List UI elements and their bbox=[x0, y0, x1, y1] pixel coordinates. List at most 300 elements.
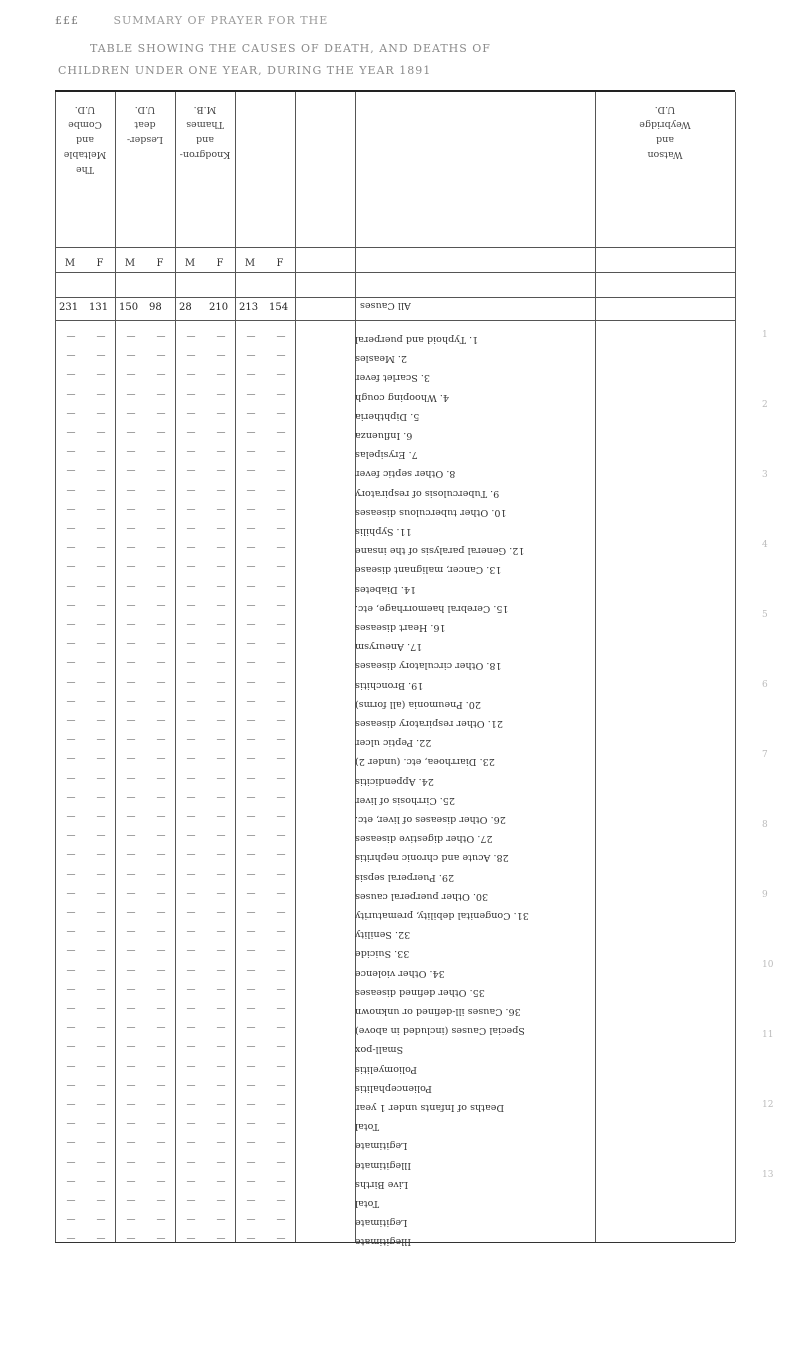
cell-dash: — bbox=[96, 466, 106, 476]
cause-label: 7. Erysipelas bbox=[355, 449, 418, 460]
cell-dash: — bbox=[186, 966, 196, 976]
cell-dash: — bbox=[276, 1215, 286, 1225]
cell-dash: — bbox=[216, 697, 226, 707]
table-heading-line2: CHILDREN UNDER ONE YEAR, DURING THE YEAR 1891 bbox=[58, 64, 432, 77]
cell-dash: — bbox=[246, 1196, 256, 1206]
cell-dash: — bbox=[66, 524, 76, 534]
cell-dash: — bbox=[96, 620, 106, 630]
cell-dash: — bbox=[276, 1158, 286, 1168]
total-value: 210 bbox=[209, 302, 229, 313]
cell-dash: — bbox=[246, 332, 256, 342]
cell-dash: — bbox=[276, 409, 286, 419]
cell-dash: — bbox=[126, 658, 136, 668]
cell-dash: — bbox=[126, 1081, 136, 1091]
cell-dash: — bbox=[156, 390, 166, 400]
cell-dash: — bbox=[246, 1042, 256, 1052]
cell-dash: — bbox=[156, 697, 166, 707]
cell-dash: — bbox=[186, 428, 196, 438]
cell-dash: — bbox=[156, 812, 166, 822]
cell-dash: — bbox=[186, 486, 196, 496]
cell-dash: — bbox=[216, 1138, 226, 1148]
column-heading-4: Watson and Weybridge U.D. bbox=[639, 104, 691, 160]
cell-dash: — bbox=[126, 1196, 136, 1206]
cause-label: Live Births bbox=[355, 1179, 409, 1190]
cell-dash: — bbox=[66, 966, 76, 976]
cell-dash: — bbox=[246, 1215, 256, 1225]
cell-dash: — bbox=[156, 889, 166, 899]
cell-dash: — bbox=[246, 1081, 256, 1091]
running-head-text: SUMMARY OF PRAYER FOR THE bbox=[113, 14, 329, 27]
cell-dash: — bbox=[96, 390, 106, 400]
cell-dash: — bbox=[216, 985, 226, 995]
cell-dash: — bbox=[216, 466, 226, 476]
cause-label: Illegitimate bbox=[355, 1236, 412, 1247]
cell-dash: — bbox=[126, 620, 136, 630]
cell-dash: — bbox=[276, 812, 286, 822]
cell-dash: — bbox=[216, 1023, 226, 1033]
cause-label: Poliencephalitis bbox=[355, 1083, 432, 1094]
cell-dash: — bbox=[216, 1158, 226, 1168]
cell-dash: — bbox=[186, 601, 196, 611]
cause-label: 8. Other septic fever bbox=[355, 468, 456, 479]
cell-dash: — bbox=[186, 582, 196, 592]
cell-dash: — bbox=[96, 1004, 106, 1014]
cell-dash: — bbox=[96, 658, 106, 668]
sub-header: M bbox=[244, 258, 256, 269]
cell-dash: — bbox=[126, 582, 136, 592]
cell-dash: — bbox=[96, 1177, 106, 1187]
cell-dash: — bbox=[246, 985, 256, 995]
cell-dash: — bbox=[126, 1042, 136, 1052]
cell-dash: — bbox=[66, 889, 76, 899]
cause-label: Legitimate bbox=[355, 1140, 408, 1151]
cell-dash: — bbox=[156, 601, 166, 611]
cell-dash: — bbox=[96, 562, 106, 572]
cell-dash: — bbox=[276, 754, 286, 764]
cell-dash: — bbox=[156, 1177, 166, 1187]
cell-dash: — bbox=[276, 486, 286, 496]
cell-dash: — bbox=[186, 1042, 196, 1052]
cell-dash: — bbox=[246, 831, 256, 841]
cell-dash: — bbox=[96, 1119, 106, 1129]
cell-dash: — bbox=[186, 620, 196, 630]
cell-dash: — bbox=[96, 447, 106, 457]
cell-dash: — bbox=[96, 1234, 106, 1244]
cell-dash: — bbox=[126, 562, 136, 572]
cell-dash: — bbox=[246, 1138, 256, 1148]
cell-dash: — bbox=[186, 658, 196, 668]
cell-dash: — bbox=[276, 678, 286, 688]
cell-dash: — bbox=[126, 524, 136, 534]
cell-dash: — bbox=[66, 582, 76, 592]
cell-dash: — bbox=[66, 870, 76, 880]
cell-dash: — bbox=[156, 966, 166, 976]
cell-dash: — bbox=[156, 716, 166, 726]
cause-label: 14. Diabetes bbox=[355, 584, 417, 595]
cell-dash: — bbox=[246, 351, 256, 361]
cell-dash: — bbox=[186, 409, 196, 419]
cell-dash: — bbox=[186, 562, 196, 572]
cell-dash: — bbox=[246, 409, 256, 419]
cell-dash: — bbox=[246, 870, 256, 880]
cause-label: 33. Suicide bbox=[355, 948, 410, 959]
cell-dash: — bbox=[96, 1215, 106, 1225]
cell-dash: — bbox=[216, 601, 226, 611]
cell-dash: — bbox=[66, 1042, 76, 1052]
cell-dash: — bbox=[276, 543, 286, 553]
cell-dash: — bbox=[126, 428, 136, 438]
cell-dash: — bbox=[216, 793, 226, 803]
edge-number: 9 bbox=[762, 890, 768, 900]
cell-dash: — bbox=[126, 390, 136, 400]
cell-dash: — bbox=[186, 1081, 196, 1091]
cause-label: 6. Influenza bbox=[355, 430, 413, 441]
edge-number: 13 bbox=[762, 1170, 774, 1180]
cell-dash: — bbox=[246, 486, 256, 496]
cell-dash: — bbox=[126, 447, 136, 457]
cell-dash: — bbox=[126, 908, 136, 918]
cell-dash: — bbox=[66, 754, 76, 764]
cell-dash: — bbox=[126, 946, 136, 956]
cause-label: 22. Peptic ulcer bbox=[355, 737, 432, 748]
cause-label: 28. Acute and chronic nephritis bbox=[355, 852, 509, 863]
cell-dash: — bbox=[156, 1158, 166, 1168]
cell-dash: — bbox=[276, 774, 286, 784]
edge-number: 3 bbox=[762, 470, 768, 480]
cell-dash: — bbox=[186, 946, 196, 956]
cell-dash: — bbox=[156, 1234, 166, 1244]
cell-dash: — bbox=[246, 1100, 256, 1110]
cell-dash: — bbox=[156, 332, 166, 342]
cell-dash: — bbox=[66, 678, 76, 688]
cell-dash: — bbox=[186, 1215, 196, 1225]
cell-dash: — bbox=[126, 466, 136, 476]
cell-dash: — bbox=[216, 774, 226, 784]
edge-number: 2 bbox=[762, 400, 768, 410]
cell-dash: — bbox=[276, 793, 286, 803]
cell-dash: — bbox=[216, 1177, 226, 1187]
cause-label: 30. Other puerperal causes bbox=[355, 891, 489, 902]
cell-dash: — bbox=[66, 1119, 76, 1129]
cell-dash: — bbox=[216, 1119, 226, 1129]
cell-dash: — bbox=[96, 601, 106, 611]
cell-dash: — bbox=[216, 1004, 226, 1014]
cell-dash: — bbox=[156, 774, 166, 784]
cell-dash: — bbox=[246, 582, 256, 592]
cell-dash: — bbox=[156, 370, 166, 380]
cell-dash: — bbox=[276, 1004, 286, 1014]
cell-dash: — bbox=[96, 697, 106, 707]
cell-dash: — bbox=[126, 774, 136, 784]
cause-label: Illegitimate bbox=[355, 1160, 412, 1171]
total-value: 150 bbox=[119, 302, 139, 313]
cell-dash: — bbox=[186, 697, 196, 707]
cell-dash: — bbox=[216, 505, 226, 515]
sub-header: M bbox=[124, 258, 136, 269]
cell-dash: — bbox=[186, 390, 196, 400]
cell-dash: — bbox=[96, 1196, 106, 1206]
cell-dash: — bbox=[96, 543, 106, 553]
cell-dash: — bbox=[186, 850, 196, 860]
cause-label: 16. Heart diseases bbox=[355, 622, 446, 633]
cell-dash: — bbox=[276, 1196, 286, 1206]
cell-dash: — bbox=[186, 351, 196, 361]
cell-dash: — bbox=[96, 486, 106, 496]
cell-dash: — bbox=[276, 1023, 286, 1033]
cell-dash: — bbox=[186, 505, 196, 515]
cause-label: 23. Diarrhoea, etc. (under 2) bbox=[355, 756, 495, 767]
cell-dash: — bbox=[216, 946, 226, 956]
cell-dash: — bbox=[66, 601, 76, 611]
cell-dash: — bbox=[96, 332, 106, 342]
sub-header: F bbox=[216, 258, 224, 269]
cell-dash: — bbox=[186, 812, 196, 822]
cell-dash: — bbox=[66, 351, 76, 361]
cell-dash: — bbox=[246, 908, 256, 918]
cell-dash: — bbox=[186, 332, 196, 342]
cell-dash: — bbox=[66, 505, 76, 515]
cell-dash: — bbox=[246, 1004, 256, 1014]
cell-dash: — bbox=[186, 927, 196, 937]
cell-dash: — bbox=[66, 409, 76, 419]
cell-dash: — bbox=[156, 1215, 166, 1225]
cell-dash: — bbox=[216, 831, 226, 841]
cell-dash: — bbox=[276, 582, 286, 592]
cell-dash: — bbox=[66, 1196, 76, 1206]
edge-number: 4 bbox=[762, 540, 768, 550]
cell-dash: — bbox=[246, 774, 256, 784]
cell-dash: — bbox=[156, 486, 166, 496]
cell-dash: — bbox=[156, 505, 166, 515]
cell-dash: — bbox=[276, 1100, 286, 1110]
cell-dash: — bbox=[246, 428, 256, 438]
sub-header: M bbox=[184, 258, 196, 269]
cell-dash: — bbox=[156, 1081, 166, 1091]
cell-dash: — bbox=[126, 812, 136, 822]
cell-dash: — bbox=[96, 774, 106, 784]
cell-dash: — bbox=[246, 754, 256, 764]
cell-dash: — bbox=[126, 1158, 136, 1168]
cell-dash: — bbox=[96, 1158, 106, 1168]
cell-dash: — bbox=[276, 524, 286, 534]
cell-dash: — bbox=[186, 1196, 196, 1206]
cell-dash: — bbox=[186, 1234, 196, 1244]
cell-dash: — bbox=[96, 370, 106, 380]
cell-dash: — bbox=[276, 447, 286, 457]
cell-dash: — bbox=[186, 793, 196, 803]
cell-dash: — bbox=[276, 370, 286, 380]
cell-dash: — bbox=[156, 1062, 166, 1072]
cell-dash: — bbox=[276, 716, 286, 726]
cell-dash: — bbox=[216, 1042, 226, 1052]
cell-dash: — bbox=[126, 889, 136, 899]
cell-dash: — bbox=[246, 793, 256, 803]
cell-dash: — bbox=[216, 524, 226, 534]
cell-dash: — bbox=[276, 927, 286, 937]
cell-dash: — bbox=[66, 716, 76, 726]
cell-dash: — bbox=[276, 1062, 286, 1072]
cell-dash: — bbox=[66, 850, 76, 860]
cell-dash: — bbox=[96, 966, 106, 976]
cell-dash: — bbox=[246, 1023, 256, 1033]
cell-dash: — bbox=[186, 466, 196, 476]
total-value: 213 bbox=[239, 302, 259, 313]
cell-dash: — bbox=[246, 697, 256, 707]
cell-dash: — bbox=[246, 639, 256, 649]
cell-dash: — bbox=[66, 1004, 76, 1014]
cell-dash: — bbox=[186, 774, 196, 784]
cause-label: 10. Other tuberculous diseases bbox=[355, 507, 507, 518]
cell-dash: — bbox=[216, 370, 226, 380]
cause-label: 25. Cirrhosis of liver bbox=[355, 795, 456, 806]
cell-dash: — bbox=[126, 793, 136, 803]
cell-dash: — bbox=[126, 678, 136, 688]
cell-dash: — bbox=[216, 447, 226, 457]
cell-dash: — bbox=[156, 1100, 166, 1110]
cell-dash: — bbox=[276, 332, 286, 342]
total-value: 231 bbox=[59, 302, 79, 313]
cell-dash: — bbox=[246, 946, 256, 956]
cell-dash: — bbox=[96, 735, 106, 745]
cell-dash: — bbox=[126, 716, 136, 726]
cell-dash: — bbox=[246, 620, 256, 630]
cell-dash: — bbox=[246, 966, 256, 976]
cell-dash: — bbox=[276, 831, 286, 841]
cause-label: Total bbox=[355, 1198, 380, 1209]
cell-dash: — bbox=[156, 831, 166, 841]
cell-dash: — bbox=[276, 889, 286, 899]
cell-dash: — bbox=[246, 927, 256, 937]
cell-dash: — bbox=[276, 1177, 286, 1187]
totals-label: All Causes bbox=[360, 300, 411, 311]
cell-dash: — bbox=[96, 870, 106, 880]
cell-dash: — bbox=[246, 1119, 256, 1129]
cause-label: 31. Congenital debility, prematurity bbox=[355, 910, 529, 921]
cell-dash: — bbox=[216, 1234, 226, 1244]
cell-dash: — bbox=[156, 870, 166, 880]
cell-dash: — bbox=[126, 927, 136, 937]
cause-label: 29. Puerperal sepsis bbox=[355, 872, 455, 883]
edge-number: 7 bbox=[762, 750, 768, 760]
cell-dash: — bbox=[186, 1158, 196, 1168]
column-heading-3: Knodgron- and Thames M.B. bbox=[179, 104, 231, 160]
cell-dash: — bbox=[126, 1215, 136, 1225]
cell-dash: — bbox=[66, 428, 76, 438]
cell-dash: — bbox=[66, 1062, 76, 1072]
cell-dash: — bbox=[66, 562, 76, 572]
cell-dash: — bbox=[126, 850, 136, 860]
cell-dash: — bbox=[156, 1004, 166, 1014]
cell-dash: — bbox=[126, 409, 136, 419]
cell-dash: — bbox=[246, 601, 256, 611]
cell-dash: — bbox=[156, 582, 166, 592]
cell-dash: — bbox=[246, 524, 256, 534]
cell-dash: — bbox=[156, 754, 166, 764]
mortality-table bbox=[55, 90, 735, 1247]
cell-dash: — bbox=[186, 447, 196, 457]
cell-dash: — bbox=[216, 812, 226, 822]
cell-dash: — bbox=[276, 639, 286, 649]
cell-dash: — bbox=[246, 543, 256, 553]
cause-label: 5. Diphtheria bbox=[355, 411, 420, 422]
cause-label: 21. Other respiratory diseases bbox=[355, 718, 503, 729]
cell-dash: — bbox=[216, 390, 226, 400]
edge-number: 11 bbox=[762, 1030, 774, 1040]
cell-dash: — bbox=[186, 1177, 196, 1187]
edge-number: 12 bbox=[762, 1100, 774, 1110]
cell-dash: — bbox=[96, 831, 106, 841]
total-value: 98 bbox=[149, 302, 162, 313]
cell-dash: — bbox=[156, 466, 166, 476]
cell-dash: — bbox=[216, 1215, 226, 1225]
cell-dash: — bbox=[186, 1119, 196, 1129]
cell-dash: — bbox=[96, 716, 106, 726]
cell-dash: — bbox=[216, 754, 226, 764]
cell-dash: — bbox=[276, 1234, 286, 1244]
cell-dash: — bbox=[246, 889, 256, 899]
cell-dash: — bbox=[276, 1138, 286, 1148]
cell-dash: — bbox=[126, 505, 136, 515]
cell-dash: — bbox=[156, 793, 166, 803]
cell-dash: — bbox=[186, 1023, 196, 1033]
cell-dash: — bbox=[126, 985, 136, 995]
cell-dash: — bbox=[186, 1100, 196, 1110]
cell-dash: — bbox=[156, 1138, 166, 1148]
cause-label: 27. Other digestive diseases bbox=[355, 833, 493, 844]
cell-dash: — bbox=[126, 1100, 136, 1110]
cell-dash: — bbox=[276, 870, 286, 880]
cell-dash: — bbox=[216, 966, 226, 976]
cell-dash: — bbox=[246, 812, 256, 822]
cell-dash: — bbox=[96, 582, 106, 592]
cause-label: Poliomyelitis bbox=[355, 1064, 417, 1075]
cell-dash: — bbox=[276, 351, 286, 361]
cause-label: 3. Scarlet fever bbox=[355, 372, 431, 383]
edge-number: 8 bbox=[762, 820, 768, 830]
cell-dash: — bbox=[156, 1119, 166, 1129]
cell-dash: — bbox=[216, 332, 226, 342]
cell-dash: — bbox=[96, 1062, 106, 1072]
cell-dash: — bbox=[186, 870, 196, 880]
cell-dash: — bbox=[126, 486, 136, 496]
cause-label: 26. Other diseases of liver, etc. bbox=[355, 814, 506, 825]
cell-dash: — bbox=[186, 735, 196, 745]
cell-dash: — bbox=[216, 850, 226, 860]
cell-dash: — bbox=[186, 908, 196, 918]
cell-dash: — bbox=[186, 678, 196, 688]
cell-dash: — bbox=[246, 1177, 256, 1187]
cause-label: Small-pox bbox=[355, 1044, 404, 1055]
edge-number: 10 bbox=[762, 960, 774, 970]
cell-dash: — bbox=[66, 447, 76, 457]
cell-dash: — bbox=[216, 658, 226, 668]
cell-dash: — bbox=[126, 697, 136, 707]
cell-dash: — bbox=[246, 735, 256, 745]
cell-dash: — bbox=[216, 486, 226, 496]
cell-dash: — bbox=[66, 390, 76, 400]
cell-dash: — bbox=[66, 1081, 76, 1091]
cell-dash: — bbox=[156, 1023, 166, 1033]
cell-dash: — bbox=[276, 735, 286, 745]
cell-dash: — bbox=[156, 620, 166, 630]
cause-label: 17. Aneurysm bbox=[355, 641, 423, 652]
cell-dash: — bbox=[216, 639, 226, 649]
cell-dash: — bbox=[66, 370, 76, 380]
cell-dash: — bbox=[66, 620, 76, 630]
cell-dash: — bbox=[66, 812, 76, 822]
cell-dash: — bbox=[216, 1196, 226, 1206]
cell-dash: — bbox=[216, 351, 226, 361]
